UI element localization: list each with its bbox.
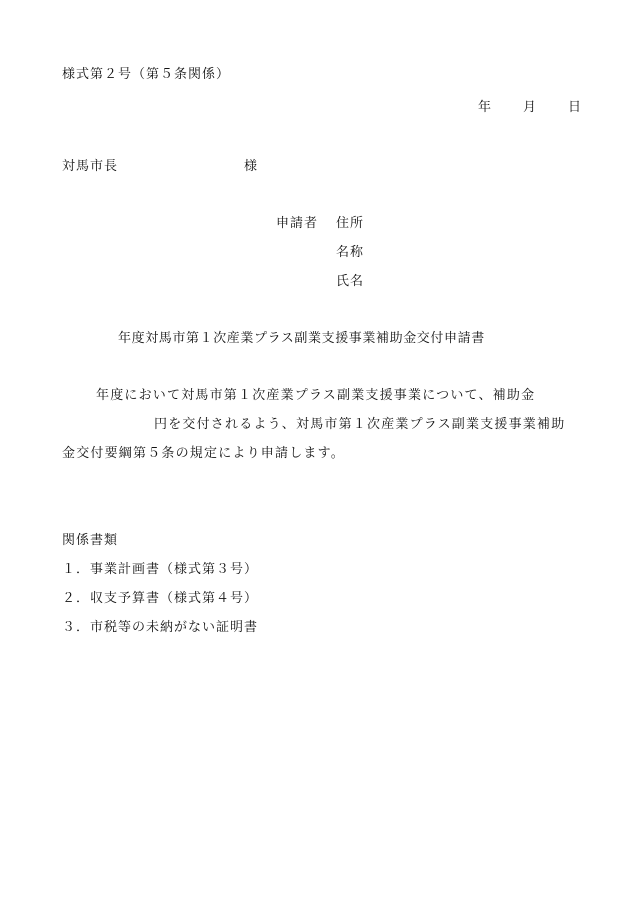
attachment-item: １．事業計画書（様式第３号）	[62, 562, 259, 577]
body-line: 円を交付されるよう、対馬市第１次産業プラス副業支援事業補助	[154, 417, 566, 432]
attachment-item: ３．市税等の未納がない証明書	[62, 620, 259, 635]
applicant-address-label: 住所	[336, 216, 365, 231]
attachments-heading: 関係書類	[62, 533, 119, 548]
document-title: 年度対馬市第１次産業プラス副業支援事業補助金交付申請書	[118, 331, 485, 346]
body-line: 年度において対馬市第１次産業プラス副業支援事業について、補助金	[96, 388, 536, 403]
applicant-label: 申請者	[276, 216, 319, 231]
addressee-name: 対馬市長	[62, 159, 119, 174]
date-month: 月	[523, 100, 537, 115]
addressee-honorific: 様	[244, 159, 259, 174]
applicant-org-name-label: 名称	[336, 245, 365, 260]
date-day: 日	[568, 100, 582, 115]
applicant-person-name-label: 氏名	[336, 274, 365, 289]
date-year: 年	[478, 100, 492, 115]
attachment-item: ２．収支予算書（様式第４号）	[62, 591, 259, 606]
form-number: 様式第２号（第５条関係）	[62, 67, 231, 82]
body-line: 金交付要綱第５条の規定により申請します。	[62, 446, 345, 461]
